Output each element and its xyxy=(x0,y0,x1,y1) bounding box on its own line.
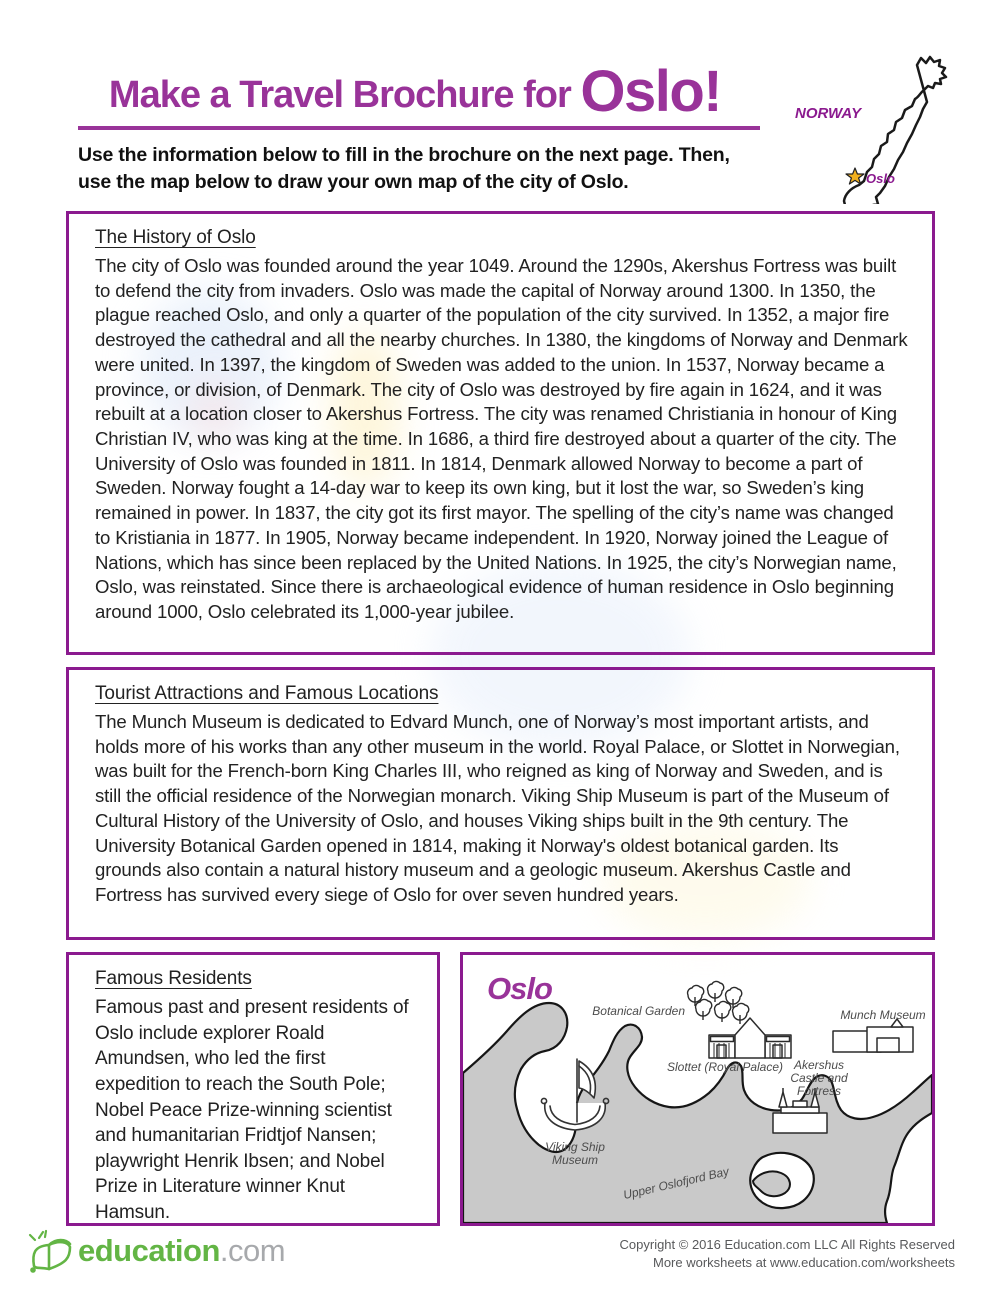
logo-education-word: education xyxy=(78,1233,220,1268)
residents-heading: Famous Residents xyxy=(95,968,252,989)
attractions-body: The Munch Museum is dedicated to Edvard Munch, one of Norway’s most important artists, and holds more of his works than any other museum in the world. Royal Palace, or Slottet in Norwegian, was built for the French-born King Charles III, who reigned as king of Norway and Sweden, and is still the official residence of the Norwegian monarch. Viking Ship Museum is part of the Museum of Cultural History of the University of Oslo, and houses Viking ships built in the 9th century. The University Botanical Garden opened in 1814, making it Norway's oldest botanical garden. Its grounds also contain a natural history museum and a geologic museum. Akershus Castle and Fortress has survived every siege of Oslo for over seven hundred years. xyxy=(95,711,900,906)
copyright-line-2: More worksheets at www.education.com/worksheets xyxy=(652,1254,955,1270)
viking-ship-label-line1: Viking Ship xyxy=(545,1140,605,1154)
logo-com-word: .com xyxy=(219,1233,286,1268)
royal-palace-icon xyxy=(709,1018,791,1058)
history-heading: The History of Oslo xyxy=(95,227,256,248)
munch-museum-label: Munch Museum xyxy=(840,1008,926,1022)
oslo-city-map xyxy=(460,952,935,1226)
education-logo xyxy=(26,1228,285,1274)
akershus-label-line3: Fortress xyxy=(796,1084,842,1098)
history-section xyxy=(66,211,935,655)
history-body: The city of Oslo was founded around the year 1049. Around the 1290s, Akershus Fortress was built to defend the city from invaders. Oslo was made the capital of Norway around 1300. In 1350, the plague reached Oslo, and only a quarter of the population of the city survived. In 1352, a major fire destroyed the cathedral and all the nearby churches. In 1380, the kingdoms of Norway and Denmark were united. In 1397, the kingdom of Sweden was added to the union. In 1537, Norway became a province, or division, of Denmark. The city of Oslo was destroyed by fire again in 1624, and it was rebuilt at a location closer to Akershus Fortress. The city was renamed Christiania in honour of King Christian IV, who was king at the time. In 1686, a third fire destroyed about a quarter of the city. The University of Oslo was founded in 1811. In 1814, Denmark allowed Norway to become a part of Sweden. Norway fought a 14-day war to keep its own king, but it lost the war, so Sweden’s king remained in power. In 1837, the city got its first mayor. The spelling of the city’s name was changed to Kristiania in 1877. In 1905, Norway became independent. In 1920, Norway joined the League of Nations, which has since been replaced by the United Nations. In 1925, the city’s Norwegian name, Oslo, was reinstated. Since there is archaeological evidence of human residence in Oslo beginning around 1000, Oslo celebrated its 1,000-year jubilee. xyxy=(95,255,908,623)
akershus-label-line2: Castle and xyxy=(790,1071,848,1085)
norway-oslo-label: Oslo xyxy=(866,171,895,186)
instructions-line-1: Use the information below to fill in the brochure on the next page. Then, xyxy=(78,144,730,166)
page-title-city: Oslo! xyxy=(580,59,722,124)
botanical-garden-label: Botanical Garden xyxy=(592,1004,685,1018)
botanical-garden-trees-icon xyxy=(688,981,749,1024)
page-title xyxy=(70,58,760,125)
education-logo-text xyxy=(78,1233,285,1269)
education-book-icon xyxy=(26,1228,76,1274)
norway-label: NORWAY xyxy=(795,105,862,122)
norway-outline-map xyxy=(795,52,973,204)
attractions-heading: Tourist Attractions and Famous Locations xyxy=(95,683,439,704)
attractions-section xyxy=(66,667,935,940)
copyright xyxy=(620,1236,955,1271)
page-title-prefix: Make a Travel Brochure for xyxy=(108,74,581,116)
instructions-line-2: use the map below to draw your own map of the city of Oslo. xyxy=(78,171,629,194)
akershus-label-line1: Akershus xyxy=(793,1058,845,1072)
copyright-line-1: Copyright © 2016 Education.com LLC All Rights Reserved xyxy=(619,1237,955,1252)
bay-label: Upper Oslofjord Bay xyxy=(621,1164,731,1203)
slottet-label: Slottet (Royal Palace) xyxy=(666,1060,784,1074)
instructions xyxy=(78,142,768,197)
viking-ship-label-line2: Museum xyxy=(551,1153,599,1167)
munch-museum-icon xyxy=(833,1019,913,1052)
residents-body: Famous past and present residents of Oslo include explorer Roald Amundsen, who led the first expedition to reach the South Pole; Nobel Peace Prize-winning scientist and humanitarian Fridtjof Nansen; playwright Henrik Ibsen; and Nobel Prize in Literature winner Knut Hamsun. xyxy=(95,997,409,1224)
oslo-map-drawing xyxy=(463,955,932,1223)
title-divider xyxy=(78,126,760,130)
map-title: Oslo xyxy=(487,971,552,1006)
residents-section xyxy=(66,952,440,1226)
